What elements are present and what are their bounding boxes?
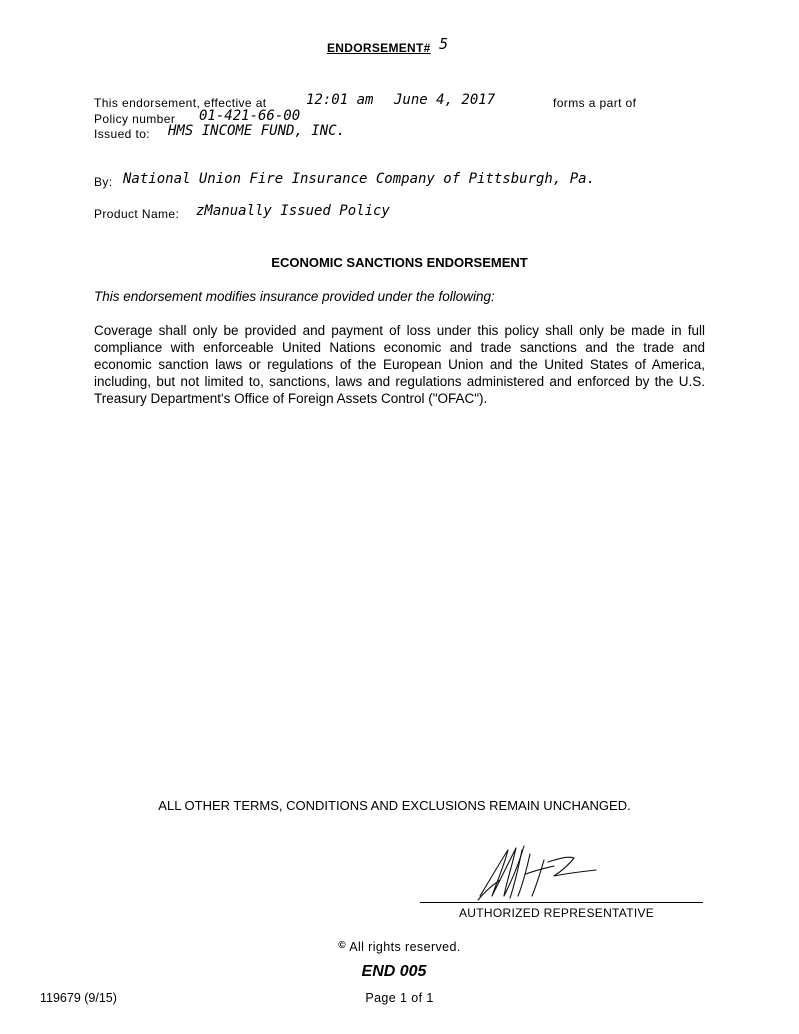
- copyright-line: [0, 940, 799, 954]
- issued-to-value: HMS INCOME FUND, INC.: [168, 123, 346, 139]
- endorsement-number: 5: [439, 35, 449, 53]
- intro-text: This endorsement modifies insurance provided under the following:: [94, 289, 495, 304]
- page-number: Page 1 of 1: [365, 991, 434, 1005]
- product-name-value: zManually Issued Policy: [196, 203, 390, 219]
- issued-to-label: Issued to:: [94, 127, 151, 141]
- end-code: END 005: [361, 963, 427, 980]
- copyright-symbol: ©: [338, 940, 347, 951]
- insurer-name: National Union Fire Insurance Company of Pittsburgh, Pa.: [123, 171, 596, 187]
- rights-reserved-text: All rights reserved.: [349, 940, 461, 954]
- effective-date: June 4, 2017: [394, 92, 496, 108]
- effective-prefix: This endorsement, effective at: [94, 96, 267, 110]
- authorized-representative-label: AUTHORIZED REPRESENTATIVE: [459, 906, 655, 920]
- by-label: By:: [94, 175, 113, 189]
- policy-number-value: 01-421-66-00: [199, 108, 301, 124]
- policy-number-label: Policy number: [94, 112, 176, 126]
- other-terms-text: ALL OTHER TERMS, CONDITIONS AND EXCLUSIONS REMAIN UNCHANGED.: [158, 798, 631, 813]
- endorsement-title: ECONOMIC SANCTIONS ENDORSEMENT: [271, 255, 528, 270]
- signature: [470, 840, 610, 902]
- effective-time: 12:01 am: [306, 92, 374, 108]
- product-name-label: Product Name:: [94, 207, 180, 221]
- coverage-paragraph: Coverage shall only be provided and payment of loss under this policy shall only be made in full compliance with enforceable United Nations economic and trade sanctions and the trade and economic sanction laws or regulations of the European Union and the United States of America, including, but not limited to, sanctions, laws and regulations administered and enforced by the U.S. Treasury Department's Office of Foreign Assets Control ("OFAC").: [94, 323, 705, 406]
- endorsement-header: [327, 35, 449, 57]
- endorsement-label: ENDORSEMENT#: [327, 41, 431, 55]
- forms-part-text: forms a part of: [553, 96, 637, 110]
- signature-line: [420, 902, 703, 903]
- form-number: 119679 (9/15): [40, 991, 117, 1005]
